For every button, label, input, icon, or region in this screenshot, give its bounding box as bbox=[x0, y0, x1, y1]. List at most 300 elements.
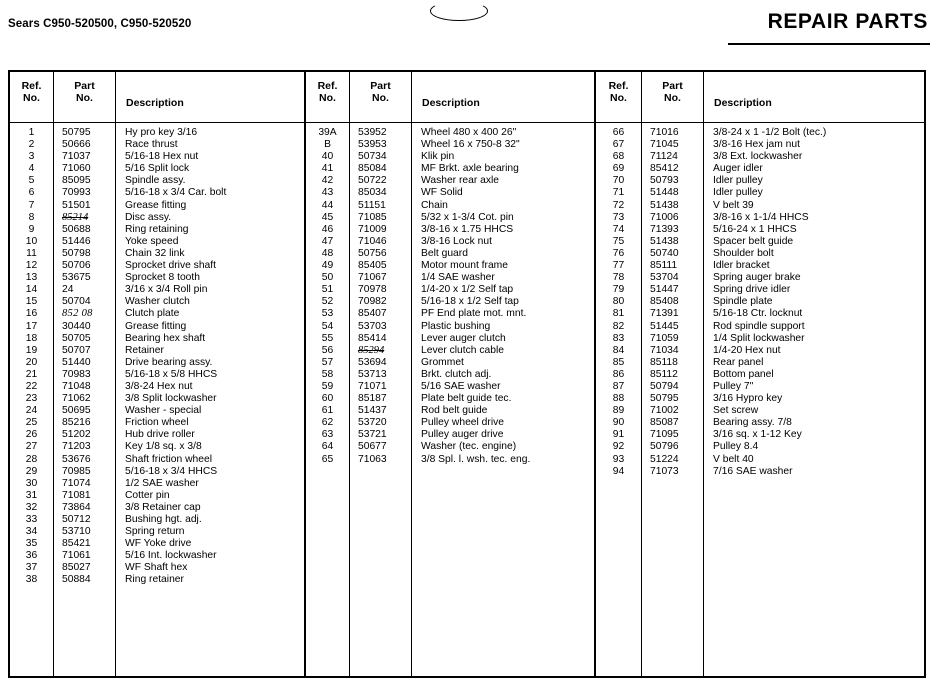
table-row-description: Plastic bushing bbox=[421, 320, 491, 332]
table-row-part: 71046 bbox=[358, 235, 387, 247]
table-row-ref: 29 bbox=[25, 465, 38, 477]
table-row-ref: 62 bbox=[321, 417, 334, 429]
description-values-2 bbox=[412, 123, 594, 676]
table-row-ref: 67 bbox=[612, 139, 625, 151]
table-row-ref: 41 bbox=[321, 163, 334, 175]
part-header-line2: No. bbox=[76, 91, 93, 104]
table-row-part: 53953 bbox=[358, 139, 387, 151]
page-title: REPAIR PARTS bbox=[767, 10, 928, 33]
table-row-ref: 65 bbox=[321, 453, 334, 465]
table-row-ref: 21 bbox=[25, 368, 38, 380]
description-header-2 bbox=[412, 72, 594, 123]
ref-no-header-2 bbox=[306, 72, 349, 123]
table-row-part: 71016 bbox=[650, 127, 679, 138]
table-row-ref: 75 bbox=[612, 235, 625, 247]
parts-table-block-2 bbox=[304, 72, 594, 676]
table-row-ref: 13 bbox=[25, 272, 38, 284]
table-row-ref: 23 bbox=[25, 393, 38, 405]
model-number-text: Sears C950-520500, C950-520520 bbox=[8, 18, 192, 30]
description-header-label-2: Description bbox=[422, 97, 480, 109]
table-row-part: 51224 bbox=[650, 453, 679, 465]
part-no-header-3 bbox=[642, 72, 703, 123]
table-row-description: Wheel 16 x 750-8 32" bbox=[421, 139, 520, 151]
ref-no-values-2 bbox=[306, 123, 349, 676]
table-row-description: 3/16 Hypro key bbox=[713, 393, 783, 405]
description-header-label-1: Description bbox=[126, 97, 184, 109]
table-row-ref: 73 bbox=[612, 211, 625, 223]
table-row-part: 71124 bbox=[650, 151, 678, 163]
table-row-ref: 87 bbox=[612, 380, 625, 392]
table-row-part: 71059 bbox=[650, 332, 679, 344]
table-row-part: 71002 bbox=[650, 405, 679, 417]
table-row-description: Spacer belt guide bbox=[713, 235, 794, 247]
table-row-part: 24 bbox=[62, 284, 74, 296]
table-row-description: 5/16-18 x 3/4 Car. bolt bbox=[125, 187, 227, 199]
table-row-part: 51438 bbox=[650, 199, 679, 211]
table-row-description: 3/8-16 Hex jam nut bbox=[713, 139, 800, 151]
table-row-ref: 16 bbox=[25, 308, 38, 320]
description-values-1 bbox=[116, 123, 304, 676]
table-row-description: 3/8-24 Hex nut bbox=[125, 380, 193, 392]
table-row-description: Lever clutch cable bbox=[421, 344, 504, 356]
table-row-part: 71009 bbox=[358, 223, 387, 235]
table-row-part: 71067 bbox=[358, 272, 387, 284]
table-row-description: Washer clutch bbox=[125, 296, 190, 308]
table-row-description: 5/32 x 1-3/4 Cot. pin bbox=[421, 211, 514, 223]
table-row-description: Ring retainer bbox=[125, 574, 184, 586]
part-no-values-3 bbox=[642, 123, 703, 676]
table-row-description: Shaft friction wheel bbox=[125, 453, 212, 465]
table-row-part: 53710 bbox=[62, 526, 91, 538]
table-row-part: 53694 bbox=[358, 356, 387, 368]
table-row-part: 85034 bbox=[358, 187, 387, 199]
table-row-ref: 54 bbox=[321, 320, 334, 332]
table-row-description: 1/4 SAE washer bbox=[421, 272, 495, 284]
table-row-description: V belt 40 bbox=[713, 453, 754, 465]
table-row-description: Cotter pin bbox=[125, 489, 170, 501]
table-row-description: Drive bearing assy. bbox=[125, 356, 213, 368]
table-row-ref: 60 bbox=[321, 393, 334, 405]
table-row-part: 71006 bbox=[650, 211, 679, 223]
table-row-description: Rod belt guide bbox=[421, 405, 488, 417]
table-row-ref: 64 bbox=[321, 441, 334, 453]
ref-no-column-2 bbox=[306, 72, 350, 676]
table-row-description: 5/16 Int. lockwasher bbox=[125, 550, 217, 562]
table-row-part: 51447 bbox=[650, 284, 679, 296]
table-row-ref: 94 bbox=[612, 465, 625, 477]
table-row-description: 1/4-20 Hex nut bbox=[713, 344, 781, 356]
parts-table-block-3 bbox=[594, 72, 924, 676]
table-row-part: 85111 bbox=[650, 260, 678, 272]
table-row-part: 51438 bbox=[650, 235, 679, 247]
table-row-ref: 5 bbox=[28, 175, 35, 187]
table-row-part: 71034 bbox=[650, 344, 679, 356]
table-row-description: 1/4-20 x 1/2 Self tap bbox=[421, 284, 514, 296]
table-row-ref: 4 bbox=[28, 163, 35, 175]
table-row-part-handwritten: 85294 bbox=[358, 344, 385, 356]
part-no-column-2 bbox=[350, 72, 412, 676]
table-row-part: 50695 bbox=[62, 405, 91, 417]
table-row-description: 5/16 SAE washer bbox=[421, 380, 501, 392]
table-row-part: 71062 bbox=[62, 393, 91, 405]
table-row-description: Washer - special bbox=[125, 405, 202, 417]
table-row-description: Yoke speed bbox=[125, 235, 179, 247]
table-row-ref: 66 bbox=[612, 127, 625, 138]
table-row-description: 1/4 Split lockwasher bbox=[713, 332, 805, 344]
part-no-values-1 bbox=[54, 123, 115, 676]
table-row-part: 50688 bbox=[62, 223, 91, 235]
table-row-part: 71085 bbox=[358, 211, 387, 223]
table-row-ref: 8 bbox=[28, 211, 35, 223]
table-row-ref: 9 bbox=[28, 223, 35, 235]
table-row-ref: 12 bbox=[25, 260, 38, 272]
table-row-description: Shoulder bolt bbox=[713, 247, 774, 259]
table-row-part: 71045 bbox=[650, 139, 679, 151]
page-header bbox=[0, 10, 938, 44]
table-row-description: Brkt. clutch adj. bbox=[421, 368, 492, 380]
part-no-values-2 bbox=[350, 123, 411, 676]
punch-hole-arc bbox=[430, 1, 488, 21]
table-row-ref: 89 bbox=[612, 405, 625, 417]
part-no-column-3 bbox=[642, 72, 704, 676]
table-row-ref: 25 bbox=[25, 417, 38, 429]
table-row-part: 85084 bbox=[358, 163, 387, 175]
table-row-ref: 81 bbox=[612, 308, 625, 320]
table-row-ref: 70 bbox=[612, 175, 625, 187]
table-row-part: 53952 bbox=[358, 127, 387, 138]
table-row-ref: 78 bbox=[612, 272, 625, 284]
table-row-part: 50795 bbox=[62, 127, 91, 138]
table-row-description: WF Yoke drive bbox=[125, 538, 192, 550]
table-row-description: 5/16-24 x 1 HHCS bbox=[713, 223, 797, 235]
table-row-part-handwritten: 85214 bbox=[62, 211, 89, 223]
part-no-column-1 bbox=[54, 72, 116, 676]
table-row-description: Pulley auger drive bbox=[421, 429, 504, 441]
table-row-description: 5/16-18 x 3/4 HHCS bbox=[125, 465, 218, 477]
table-row-description: Sprocket 8 tooth bbox=[125, 272, 200, 284]
table-row-description: Hub drive roller bbox=[125, 429, 195, 441]
table-row-description: 3/8 Spl. l. wsh. tec. eng. bbox=[421, 453, 531, 465]
table-row-description: 5/16-18 x 5/8 HHCS bbox=[125, 368, 218, 380]
table-row-ref: 15 bbox=[25, 296, 38, 308]
table-row-part: 30440 bbox=[62, 320, 91, 332]
table-row-description: 3/8-24 x 1 -1/2 Bolt (tec.) bbox=[713, 127, 827, 138]
table-row-part: 85408 bbox=[650, 296, 679, 308]
table-row-part: 50704 bbox=[62, 296, 91, 308]
table-row-part bbox=[54, 212, 115, 224]
table-row-ref: 22 bbox=[25, 380, 38, 392]
table-row-part: 85187 bbox=[358, 393, 387, 405]
table-row-ref: 14 bbox=[25, 284, 38, 296]
table-row-description: WF Shaft hex bbox=[125, 562, 188, 574]
table-row-ref: 58 bbox=[321, 368, 334, 380]
table-row-part: 85405 bbox=[358, 260, 387, 272]
table-row-ref: 48 bbox=[321, 247, 334, 259]
table-row-description: Lever auger clutch bbox=[421, 332, 506, 344]
table-row-description: 3/16 sq. x 1-12 Key bbox=[713, 429, 802, 441]
table-row-part: 71073 bbox=[650, 465, 679, 477]
table-row-description: 5/16 Split lock bbox=[125, 163, 190, 175]
table-row-description: 3/8-16 Lock nut bbox=[421, 235, 492, 247]
table-row-part: 51437 bbox=[358, 405, 387, 417]
ref-no-column-1 bbox=[10, 72, 54, 676]
table-row-part bbox=[54, 308, 115, 320]
table-row-description: PF End plate mot. mnt. bbox=[421, 308, 527, 320]
description-header-1 bbox=[116, 72, 304, 123]
table-row-description: V belt 39 bbox=[713, 199, 754, 211]
table-row-description: Spindle assy. bbox=[125, 175, 186, 187]
table-row-ref: 68 bbox=[612, 151, 625, 163]
table-row-description: Idler pulley bbox=[713, 187, 763, 199]
table-row-description: 3/8 Retainer cap bbox=[125, 501, 201, 513]
table-row-description: Hy pro key 3/16 bbox=[125, 127, 198, 138]
table-row-description: Plate belt guide tec. bbox=[421, 393, 512, 405]
table-row-part: 50712 bbox=[62, 514, 91, 525]
table-row-part: 50796 bbox=[650, 441, 679, 453]
table-row-description: Friction wheel bbox=[125, 417, 189, 429]
table-row-ref: B bbox=[324, 139, 331, 151]
table-row-ref: 45 bbox=[321, 211, 334, 223]
parts-table-block-1 bbox=[10, 72, 304, 676]
table-row-ref: 55 bbox=[321, 332, 334, 344]
table-row-ref: 86 bbox=[612, 368, 625, 380]
table-row-part: 50884 bbox=[62, 574, 91, 586]
table-row-part: 71393 bbox=[650, 223, 679, 235]
description-header-label-3: Description bbox=[714, 97, 772, 109]
table-row-part: 70983 bbox=[62, 368, 91, 380]
table-row-description: 5/16-18 x 1/2 Self tap bbox=[421, 296, 519, 308]
table-row-description: Chain bbox=[421, 199, 448, 211]
table-row-ref: 91 bbox=[612, 429, 625, 441]
table-row-ref: 90 bbox=[612, 417, 625, 429]
table-row-part: 53704 bbox=[650, 272, 679, 284]
table-row-ref: 63 bbox=[321, 429, 334, 441]
table-row-part: 71081 bbox=[62, 489, 91, 501]
table-row-ref: 49 bbox=[321, 260, 334, 272]
description-header-3 bbox=[704, 72, 924, 123]
table-row-part: 53703 bbox=[358, 320, 387, 332]
table-row-ref: 85 bbox=[612, 356, 625, 368]
parts-table bbox=[8, 70, 926, 678]
table-row-ref: 51 bbox=[321, 284, 334, 296]
ref-no-column-3 bbox=[596, 72, 642, 676]
ref-no-header-3 bbox=[596, 72, 641, 123]
table-row-description: Pulley 7" bbox=[713, 380, 754, 392]
table-row-ref: 42 bbox=[321, 175, 334, 187]
table-row-ref: 50 bbox=[321, 272, 334, 284]
table-row-description: 3/8-16 x 1.75 HHCS bbox=[421, 223, 514, 235]
table-row-description: Belt guard bbox=[421, 247, 468, 259]
ref-no-values-3 bbox=[596, 123, 641, 676]
table-row-description: 3/8-16 x 1-1/4 HHCS bbox=[713, 211, 809, 223]
table-row-part: 71048 bbox=[62, 380, 91, 392]
table-row-ref: 43 bbox=[321, 187, 334, 199]
table-row-ref: 17 bbox=[25, 320, 38, 332]
table-row-part: 70985 bbox=[62, 465, 91, 477]
table-row-ref: 56 bbox=[321, 344, 334, 356]
table-row-ref: 83 bbox=[612, 332, 625, 344]
table-row-ref: 32 bbox=[25, 501, 38, 513]
table-row-part: 50793 bbox=[650, 175, 679, 187]
table-row-ref: 38 bbox=[25, 574, 38, 586]
table-row-description: Spindle plate bbox=[713, 296, 773, 308]
table-row-ref: 18 bbox=[25, 332, 38, 344]
table-row-ref: 57 bbox=[321, 356, 334, 368]
table-row-part: 50722 bbox=[358, 175, 387, 187]
table-row-description: Bottom panel bbox=[713, 368, 774, 380]
table-row-description: Motor mount frame bbox=[421, 260, 508, 272]
table-row-part: 53713 bbox=[358, 368, 387, 380]
table-row-description: Disc assy. bbox=[125, 211, 172, 223]
table-row-description: Retainer bbox=[125, 344, 164, 356]
table-row-part: 71074 bbox=[62, 477, 91, 489]
table-row-part: 50798 bbox=[62, 247, 91, 259]
table-row-ref: 19 bbox=[25, 344, 38, 356]
table-row-part: 51440 bbox=[62, 356, 91, 368]
table-row-ref: 31 bbox=[25, 489, 38, 501]
table-row-ref: 30 bbox=[25, 477, 38, 489]
table-row-part: 50706 bbox=[62, 260, 91, 272]
table-row-description: 3/8 Ext. lockwasher bbox=[713, 151, 803, 163]
table-row-ref: 26 bbox=[25, 429, 38, 441]
table-row-description: 5/16-18 Ctr. locknut bbox=[713, 308, 803, 320]
table-row-description: MF Brkt. axle bearing bbox=[421, 163, 519, 175]
table-row-description: Rod spindle support bbox=[713, 320, 805, 332]
table-row-part: 51501 bbox=[62, 199, 91, 211]
table-row-ref: 76 bbox=[612, 247, 625, 259]
table-row-ref: 3 bbox=[28, 151, 35, 163]
table-row-ref: 72 bbox=[612, 199, 625, 211]
table-row-description: Sprocket drive shaft bbox=[125, 260, 216, 272]
table-row-ref: 33 bbox=[25, 514, 38, 525]
table-row-part: 53721 bbox=[358, 429, 387, 441]
table-row-part: 53720 bbox=[358, 417, 387, 429]
table-row-description: Pulley 8.4 bbox=[713, 441, 759, 453]
table-row-ref: 93 bbox=[612, 453, 625, 465]
table-row-ref: 7 bbox=[28, 199, 35, 211]
table-row-ref: 61 bbox=[321, 405, 334, 417]
table-row-ref: 36 bbox=[25, 550, 38, 562]
table-row-part: 53675 bbox=[62, 272, 91, 284]
table-row-ref: 71 bbox=[612, 187, 625, 199]
table-row-part: 71063 bbox=[358, 453, 387, 465]
table-row-ref: 28 bbox=[25, 453, 38, 465]
table-row-description: Idler pulley bbox=[713, 175, 763, 187]
ref-header-line1: Ref. bbox=[317, 80, 338, 92]
description-values-3 bbox=[704, 123, 924, 676]
table-row-part: 50756 bbox=[358, 247, 387, 259]
table-row-ref: 92 bbox=[612, 441, 625, 453]
table-row-description: 3/16 x 3/4 Roll pin bbox=[125, 284, 208, 296]
table-row-part: 85095 bbox=[62, 175, 91, 187]
table-row-ref: 6 bbox=[28, 187, 35, 199]
table-row-ref: 46 bbox=[321, 223, 334, 235]
table-row-ref: 52 bbox=[321, 296, 334, 308]
table-row-part: 85421 bbox=[62, 538, 91, 550]
table-row-part: 71095 bbox=[650, 429, 679, 441]
table-row-description: Bearing hex shaft bbox=[125, 332, 206, 344]
part-header-line2: No. bbox=[372, 91, 389, 104]
table-row-ref: 34 bbox=[25, 526, 38, 538]
description-column-3 bbox=[704, 72, 924, 676]
table-row-part: 85414 bbox=[358, 332, 387, 344]
table-row-description: Bushing hgt. adj. bbox=[125, 514, 202, 525]
table-row-part: 51446 bbox=[62, 235, 91, 247]
table-row-ref: 53 bbox=[321, 308, 334, 320]
table-row-description: Spring auger brake bbox=[713, 272, 801, 284]
table-row-description: Grommet bbox=[421, 356, 464, 368]
table-row-part: 85087 bbox=[650, 417, 679, 429]
description-column-1 bbox=[116, 72, 304, 676]
table-row-ref: 24 bbox=[25, 405, 38, 417]
table-row-description: Spring return bbox=[125, 526, 185, 538]
table-row-ref: 1 bbox=[28, 127, 35, 138]
table-row-part: 85412 bbox=[650, 163, 679, 175]
table-row-part: 51202 bbox=[62, 429, 91, 441]
table-row-part: 70982 bbox=[358, 296, 387, 308]
table-row-part: 50794 bbox=[650, 380, 679, 392]
table-row-part: 85407 bbox=[358, 308, 387, 320]
table-row-part: 71037 bbox=[62, 151, 91, 163]
table-row-part: 50740 bbox=[650, 247, 679, 259]
table-row-description: Auger idler bbox=[713, 163, 763, 175]
table-row-part: 70993 bbox=[62, 187, 91, 199]
table-row-part: 50707 bbox=[62, 344, 91, 356]
table-row-part: 71391 bbox=[650, 308, 679, 320]
table-row-part: 71203 bbox=[62, 441, 91, 453]
part-header-line1: Part bbox=[74, 80, 95, 92]
table-row-ref: 84 bbox=[612, 344, 625, 356]
table-row-ref: 59 bbox=[321, 380, 334, 392]
table-row-description: Set screw bbox=[713, 405, 759, 417]
table-row-description: 5/16-18 Hex nut bbox=[125, 151, 199, 163]
part-no-header-1 bbox=[54, 72, 115, 123]
table-row-ref: 80 bbox=[612, 296, 625, 308]
table-row-ref: 77 bbox=[612, 260, 625, 272]
table-row-part: 85118 bbox=[650, 356, 678, 368]
table-row-ref: 11 bbox=[26, 247, 37, 259]
table-row-ref: 35 bbox=[25, 538, 38, 550]
table-row-part: 71071 bbox=[358, 380, 387, 392]
table-row-part bbox=[350, 345, 411, 357]
table-row-ref: 44 bbox=[321, 199, 334, 211]
table-row-part: 50795 bbox=[650, 393, 679, 405]
table-row-part: 73864 bbox=[62, 501, 91, 513]
table-row-ref: 2 bbox=[28, 139, 35, 151]
table-row-description: Chain 32 link bbox=[125, 247, 185, 259]
table-row-part: 50734 bbox=[358, 151, 387, 163]
table-row-part-handwritten: 852 08 bbox=[62, 308, 93, 320]
table-row-ref: 47 bbox=[321, 235, 334, 247]
table-row-part: 50705 bbox=[62, 332, 91, 344]
table-row-ref: 37 bbox=[25, 562, 38, 574]
table-row-description: Key 1/8 sq. x 3/8 bbox=[125, 441, 202, 453]
table-row-part: 50677 bbox=[358, 441, 387, 453]
part-header-line2: No. bbox=[664, 91, 681, 104]
table-row-part: 85027 bbox=[62, 562, 91, 574]
table-row-description: Race thrust bbox=[125, 139, 178, 151]
table-row-ref: 74 bbox=[612, 223, 625, 235]
table-row-ref: 88 bbox=[612, 393, 625, 405]
part-header-line1: Part bbox=[662, 80, 683, 92]
part-no-header-2 bbox=[350, 72, 411, 123]
ref-no-header-1 bbox=[10, 72, 53, 123]
table-row-description: Washer rear axle bbox=[421, 175, 500, 187]
ref-header-line1: Ref. bbox=[608, 80, 629, 92]
table-row-description: 3/8 Split lockwasher bbox=[125, 393, 217, 405]
table-row-description: Spring drive idler bbox=[713, 284, 791, 296]
title-underline bbox=[728, 43, 930, 45]
